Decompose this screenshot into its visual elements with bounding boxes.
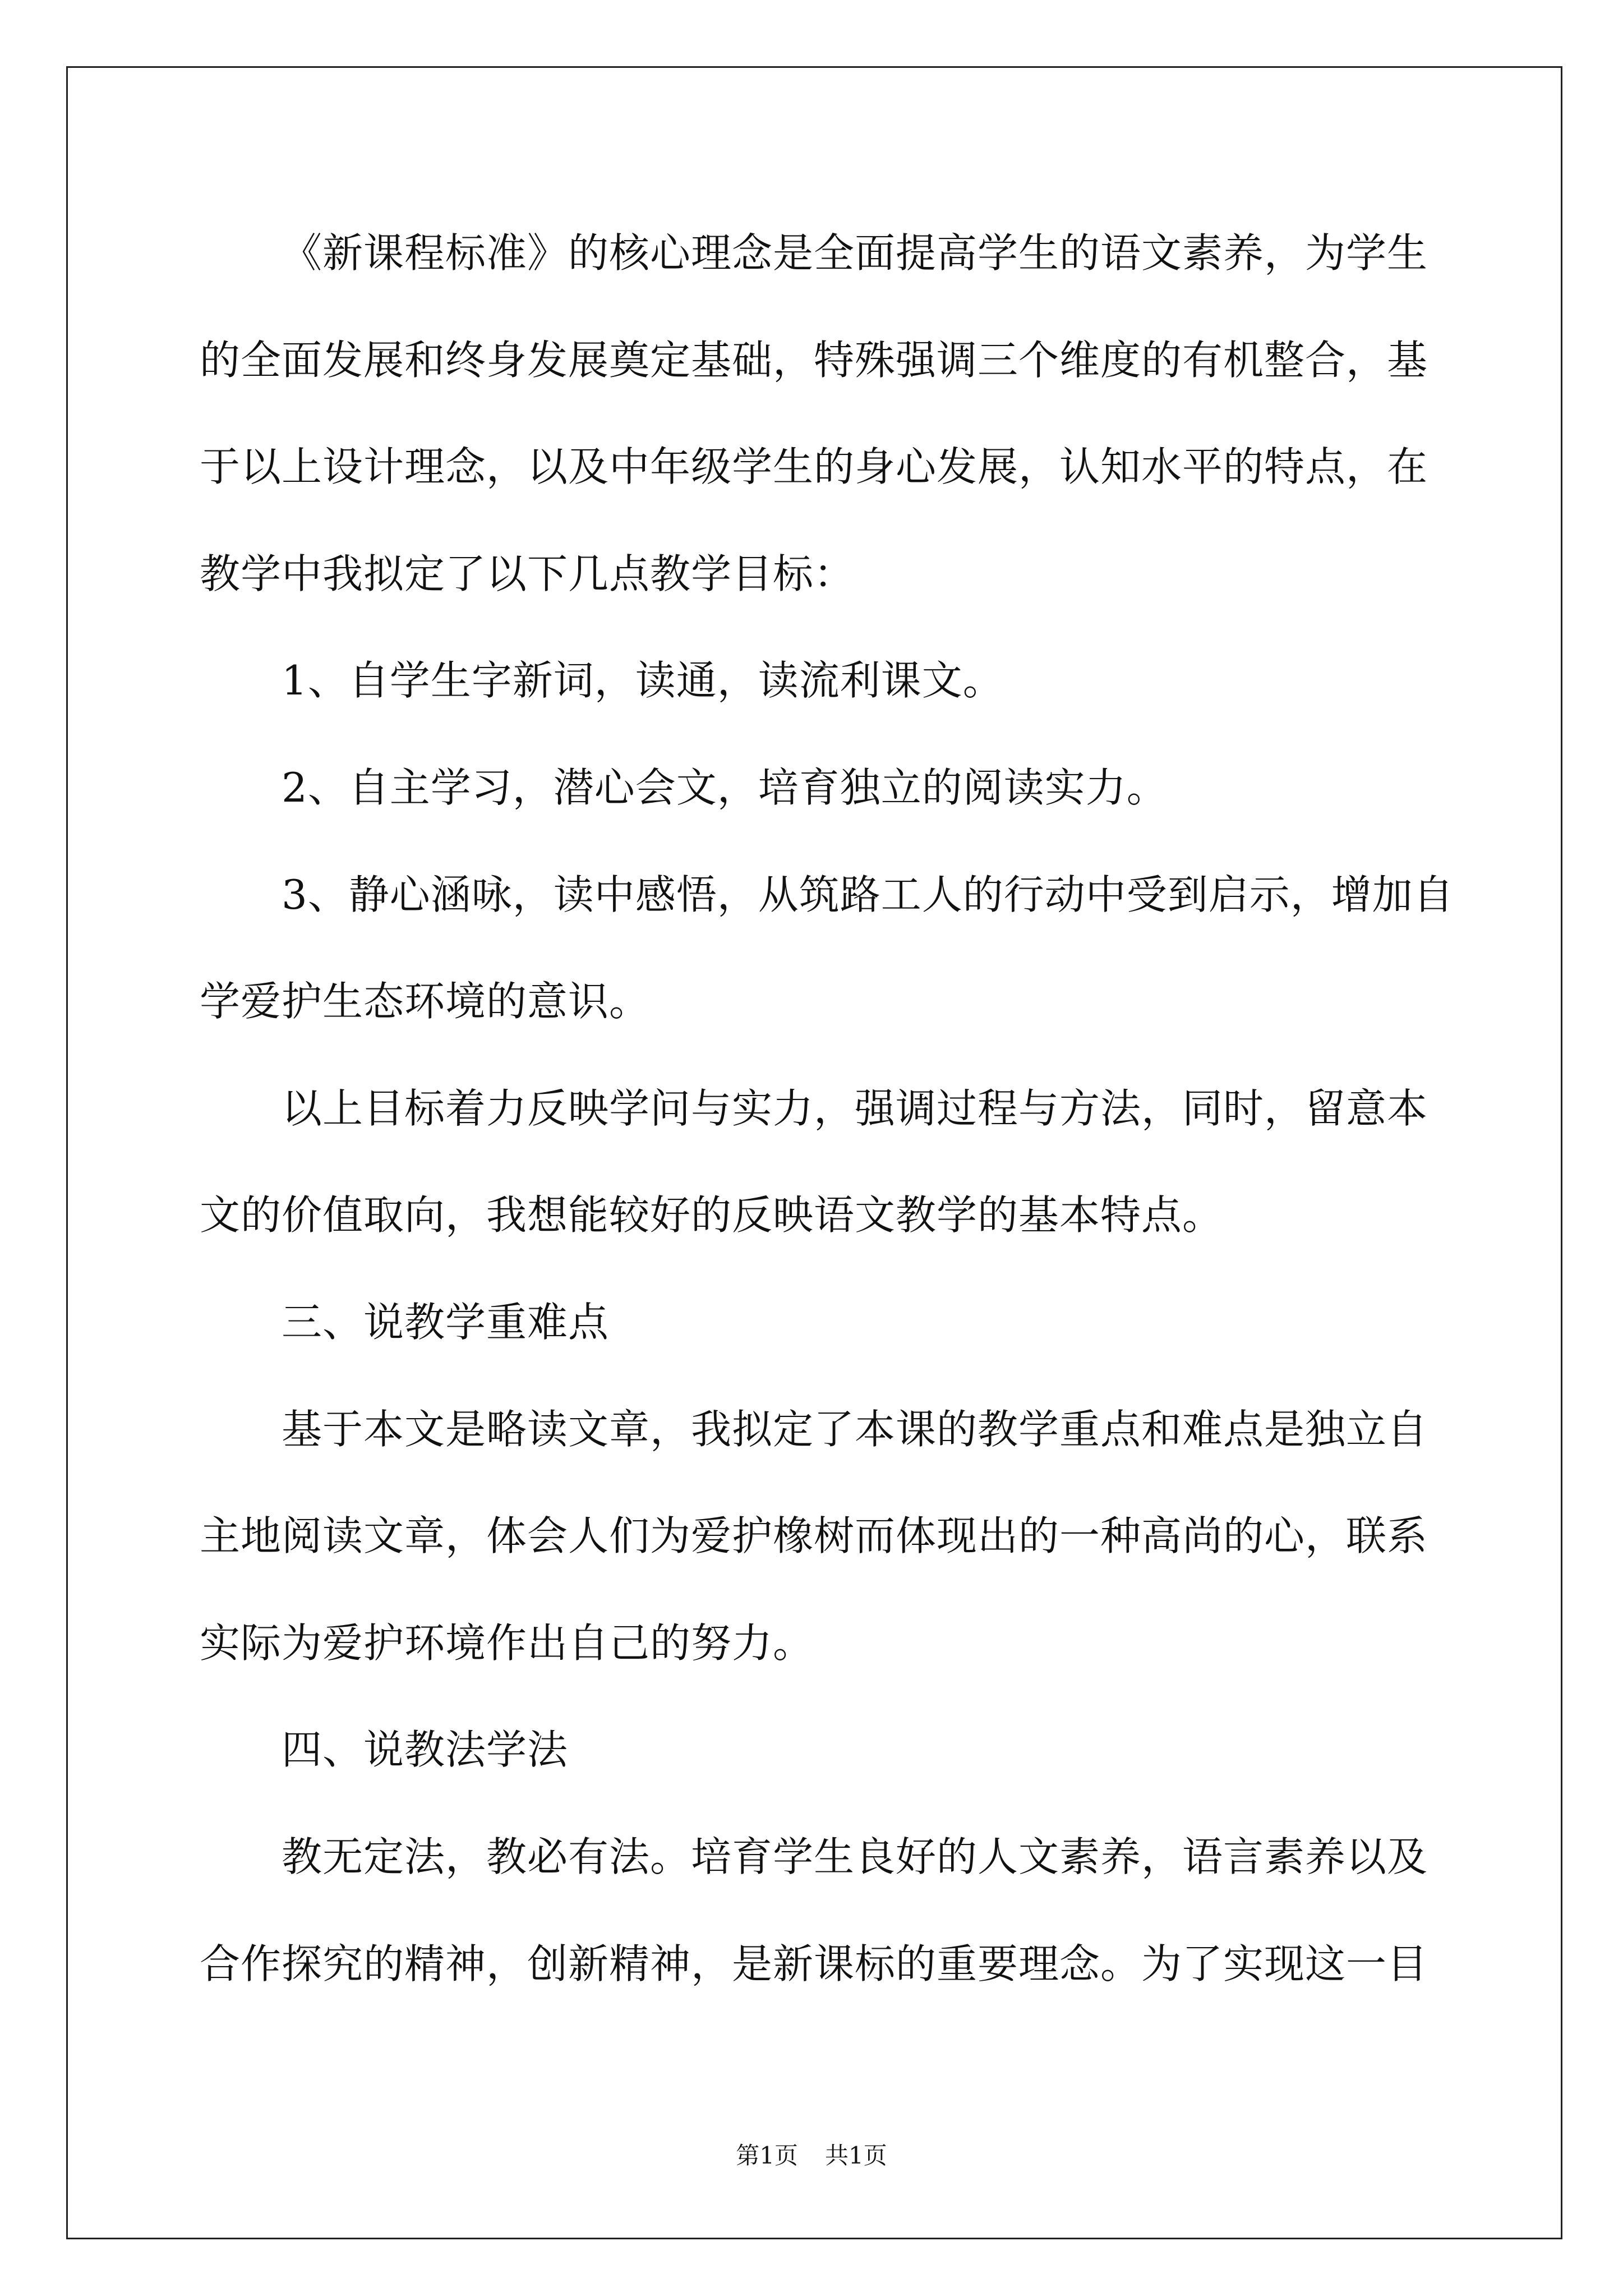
text-line: 基于本文是略读文章，我拟定了本课的教学重点和难点是独立自	[282, 1405, 1428, 1453]
paragraph-methods	[200, 1803, 1467, 2017]
section-heading-text: 四、说教法学法	[282, 1726, 569, 1774]
section-heading	[200, 1269, 1467, 1376]
text-line: 2、自主学习，潜心会文，培育独立的阅读实力。	[282, 763, 1168, 811]
text-line: 于以上设计理念，以及中年级学生的身心发展，认知水平的特点，在	[200, 443, 1428, 491]
section-heading-text: 三、说教学重难点	[282, 1298, 610, 1346]
text-line: 教学中我拟定了以下几点教学目标：	[200, 550, 855, 597]
paragraph-goals-summary	[200, 1055, 1467, 1269]
text-line: 《新课程标准》的核心理念是全面提高学生的语文素养，为学生	[282, 229, 1428, 277]
page-total: 共1页	[825, 2142, 887, 2169]
text-line: 3、静心涵咏，读中感悟，从筑路工人的行动中受到启示，增加自	[282, 871, 1454, 918]
goal-item-2	[200, 734, 1467, 841]
page-number: 第1页	[736, 2142, 798, 2169]
text-line: 文的价值取向，我想能较好的反映语文教学的基本特点。	[200, 1191, 1224, 1239]
paragraph-key-points	[200, 1376, 1467, 1697]
document-body	[200, 200, 1467, 2017]
goal-item-1	[200, 627, 1467, 734]
goal-item-3	[200, 841, 1467, 1055]
text-line: 主地阅读文章，体会人们为爱护橡树而体现出的一种高尚的心，联系	[200, 1512, 1428, 1560]
section-heading	[200, 1696, 1467, 1803]
text-line: 的全面发展和终身发展奠定基础，特殊强调三个维度的有机整合，基	[200, 336, 1428, 384]
text-line: 教无定法，教必有法。培育学生良好的人文素养，语言素养以及	[282, 1833, 1428, 1880]
text-line: 实际为爱护环境作出自己的努力。	[200, 1619, 814, 1667]
text-line: 1、自学生字新词，读通，读流利课文。	[282, 657, 1004, 705]
text-line: 以上目标着力反映学问与实力，强调过程与方法，同时，留意本	[282, 1084, 1428, 1132]
page-footer	[0, 2140, 1623, 2171]
text-line: 合作探究的精神，创新精神，是新课标的重要理念。为了实现这一目	[200, 1940, 1428, 1987]
text-line: 学爱护生态环境的意识。	[200, 978, 651, 1025]
paragraph-intro	[200, 200, 1467, 627]
